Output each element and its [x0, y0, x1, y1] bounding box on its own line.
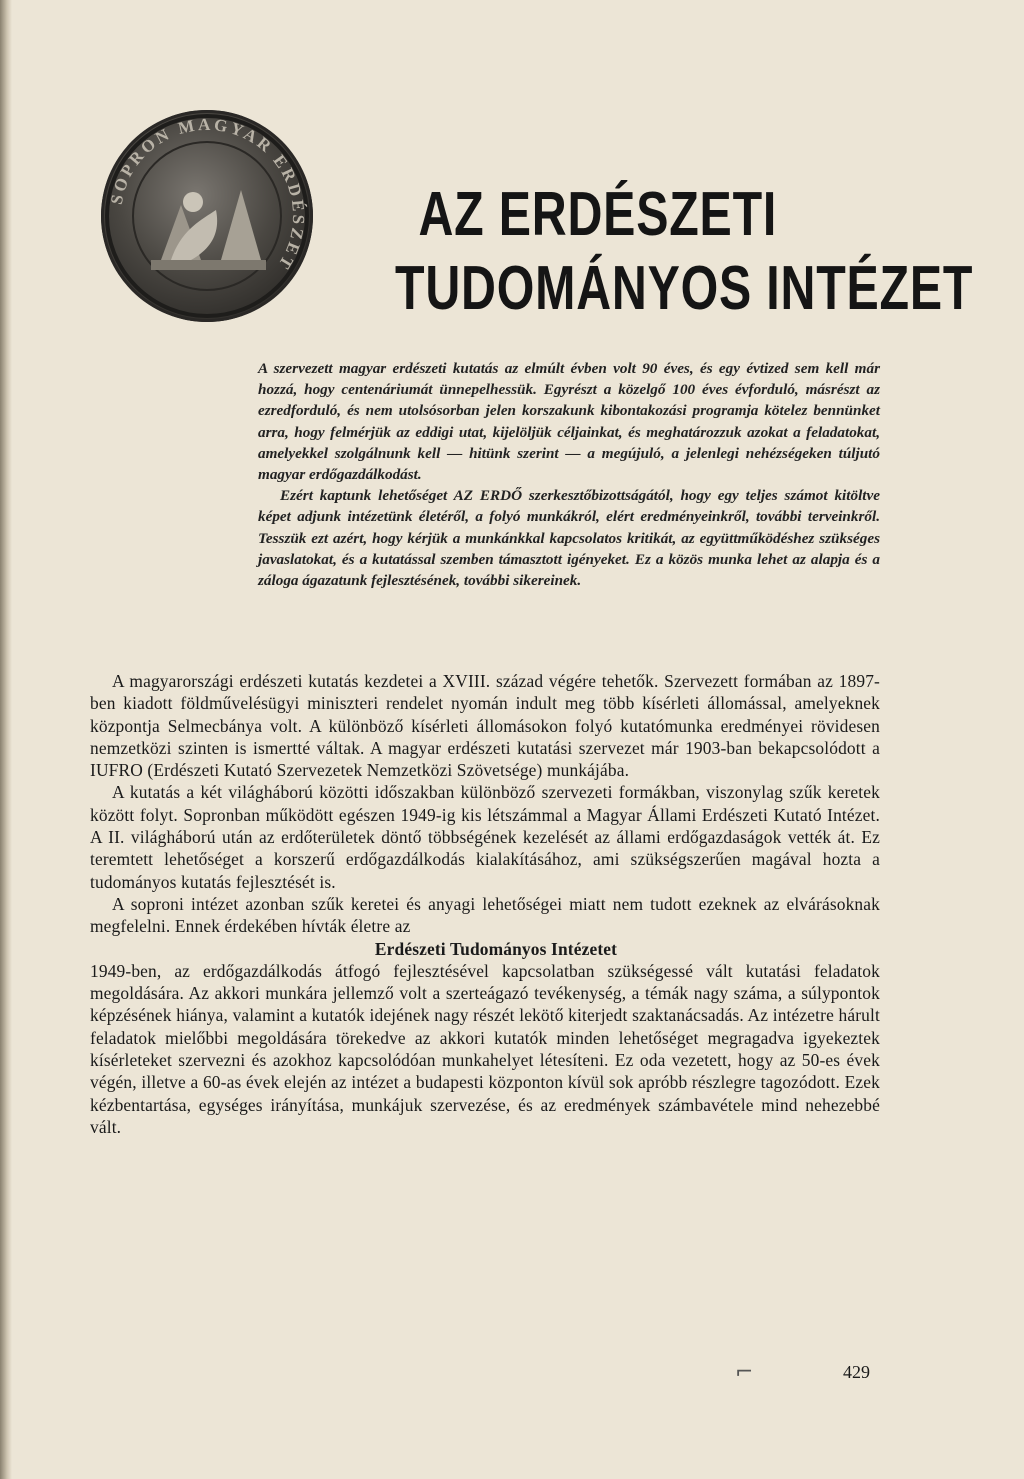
article-header	[95, 100, 974, 350]
article-title	[395, 178, 974, 326]
body-paragraph-2: A kutatás a két világháború közötti időszakban különböző szervezeti formákban, viszonylag szűk keretek között folyt. Sopronban működött egészen 1949-ig kis létszámmal a Magyar Állami Erdészeti Kutató Intézet. A II. világháború után az erdőterületek döntő többségének kezelését az állami erdőgazdaságok vették át. Ez teremtett lehetőséget a korszerű erdőgazdálkodás kialakításához, ami szükségszerűen magával hozta a tudományos kutatás fejlesztését is.	[90, 782, 880, 892]
article-body	[90, 670, 880, 1138]
page-number: 429	[843, 1362, 870, 1382]
medal-seal-graphic	[101, 110, 313, 322]
printer-mark-icon: ⌐	[735, 1360, 754, 1385]
medal-seal-icon	[101, 110, 313, 322]
lead-paragraph-2: Ezért kaptunk lehetőséget AZ ERDŐ szerkesztőbizottságától, hogy egy teljes számot kitöltve képet adjunk intézetünk életéről, a folyó munkákról, elért eredményeinkről, további terveinkről. Tesszük ezt azért, hogy kérjük a munkánkkal kapcsolatos kritikát, az együttműködéshez szükséges javaslatokat, és a kutatással szemben támasztott igényeket. Ez a közös munka lehet az alapja és a záloga ágazatunk fejlesztésének, további sikereinek.	[258, 487, 880, 590]
medal-inscription: SOPRON MAGYAR ERDÉSZET	[106, 114, 309, 275]
title-line-1: AZ ERDÉSZETI	[418, 180, 778, 249]
section-subheading: Erdészeti Tudományos Intézetet	[374, 938, 618, 959]
body-paragraph-4: 1949-ben, az erdőgazdálkodás átfogó fejlesztésével kapcsolatban szükségessé vált kutatási feladatok megoldására. Az akkori munkára jellemző volt a szerteágazó tevékenység, a témák nagy száma, a súlypontok képzésének hiánya, valamint a kutatók idejének nagy részét lekötő kiterjedt szaktanácsadás. Az intézetre hárult feladatok mielőbbi megoldására törekedve az akkori kutatók minden lehetőséget megragadva igyekeztek kísérleteket szervezni és azokhoz kapcsolódóan munkahelyet létesíteni. Ez oda vezetett, hogy az 50-es évek végén, illetve a 60-as évek elején az intézet a budapesti központon kívül sok apróbb részlegre tagozódott. Ezek kézbentartása, egységes irányítása, munkájuk szervezése, és az eredmények számbavétele mind nehezebbé vált.	[90, 960, 880, 1137]
lead-paragraphs	[258, 358, 880, 591]
page-binding-edge	[0, 0, 12, 1479]
lead-paragraph-1: A szervezett magyar erdészeti kutatás az elmúlt évben volt 90 éves, és egy évtized sem kell már hozzá, hogy centenáriumát ünnepelhessük. Egyrészt a közelgő 100 éves évforduló, másrészt az ezredforduló, és nem utolsósorban jelen korszakunk kibontakozási programja kötelez bennünket arra, hogy felmérjük az eddigi utat, kijelöljük céljainkat, és meghatározzuk azokat a feladatokat, amelyekkel szolgálnunk kell — hitünk szerint — a megújuló, a jelenlegi nehézségeken túljutó magyar erdőgazdálkodást.	[258, 360, 880, 484]
title-line-2: TUDOMÁNYOS INTÉZET	[395, 254, 974, 323]
body-paragraph-3: A soproni intézet azonban szűk keretei és anyagi lehetőségei miatt nem tudott ezeknek az elvárásoknak megfelelni. Ennek érdekében hívták életre az	[90, 893, 880, 937]
body-paragraph-1: A magyarországi erdészeti kutatás kezdetei a XVIII. század végére tehetők. Szervezett formában az 1897-ben kiadott földművelésügyi miniszteri rendelet nyomán indult meg több kísérleti állomással, amelyeknek központja Selmecbánya volt. A különböző kísérleti állomásokon folyó kutatómunka eredményei rövidesen nemzetközi szinten is ismertté váltak. A magyar erdészeti kutatási szervezet már 1903-ban bekapcsolódott a IUFRO (Erdészeti Kutató Szervezetek Nemzetközi Szövetsége) munkájába.	[90, 671, 880, 781]
